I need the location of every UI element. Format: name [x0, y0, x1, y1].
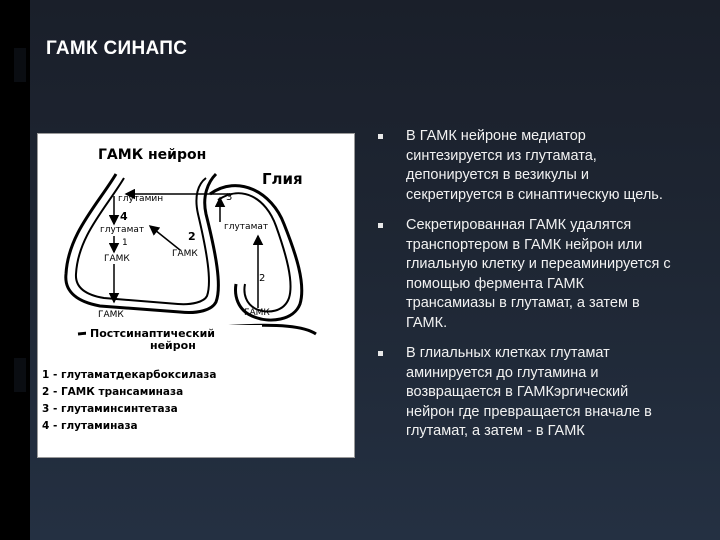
legend-item-2: 2 - ГАМК трансаминаза	[42, 386, 184, 398]
num-1: 1	[122, 238, 128, 248]
glutamate-label: глутамат	[100, 225, 145, 235]
legend-item-3: 3 - глутаминсинтетаза	[42, 403, 178, 415]
gaba-bottom-right: ГАМК	[244, 308, 270, 318]
num-4: 4	[120, 210, 128, 223]
num-2b: 2	[259, 273, 266, 284]
num-2a: 2	[188, 230, 196, 243]
accent-bar-top	[14, 48, 26, 82]
postsynaptic-line2: нейрон	[150, 339, 196, 352]
gaba-label-left: ГАМК	[104, 254, 130, 264]
gaba-label-center: ГАМК	[172, 249, 198, 259]
bullet-text: В глиальных клетках глутамат аминируется до глутамина и возвращается в ГАМКэргический нейрон где превращается вначале в глутамат, а затем - в ГАМК	[406, 345, 652, 439]
legend-item-1: 1 - глутаматдекарбоксилаза	[42, 369, 217, 381]
bullet-square-icon	[378, 134, 383, 139]
bullet-text: В ГАМК нейроне медиатор синтезируется из глутамата, депонируется в везикулы и секретируется в синаптическую щель.	[406, 128, 663, 203]
bullet-square-icon	[378, 351, 383, 356]
gaba-bottom-left: ГАМК	[98, 310, 124, 320]
glia-outline-inner	[218, 193, 291, 311]
glutamine-label: глутамин	[118, 194, 164, 204]
synapse-diagram-svg	[38, 134, 354, 457]
bullet-square-icon	[378, 223, 383, 228]
arrow-gaba-up	[150, 226, 180, 250]
postsynaptic-line1: Постсинаптический	[90, 327, 216, 340]
legend-item-4: 4 - глутаминаза	[42, 420, 138, 432]
bullet-text: Секретированная ГАМК удалятся транспортером в ГАМК нейрон или глиальную клетку и переаминируется с помощью фермента ГАМК трансамиазы в глутамат, а затем в ГАМК.	[406, 217, 671, 331]
synapse-diagram	[37, 133, 355, 458]
bullet-item	[376, 344, 676, 442]
accent-bar-bottom	[14, 358, 26, 392]
bullet-item	[376, 216, 676, 333]
bullet-item	[376, 127, 676, 205]
gaba-neuron-label: ГАМК нейрон	[98, 147, 207, 163]
glia-label: Глия	[262, 170, 303, 188]
bullet-list	[376, 127, 676, 453]
glutamate-glia-label: глутамат	[224, 222, 269, 232]
num-3: 3	[226, 192, 233, 203]
slide-title: ГАМК СИНАПС	[46, 38, 188, 59]
